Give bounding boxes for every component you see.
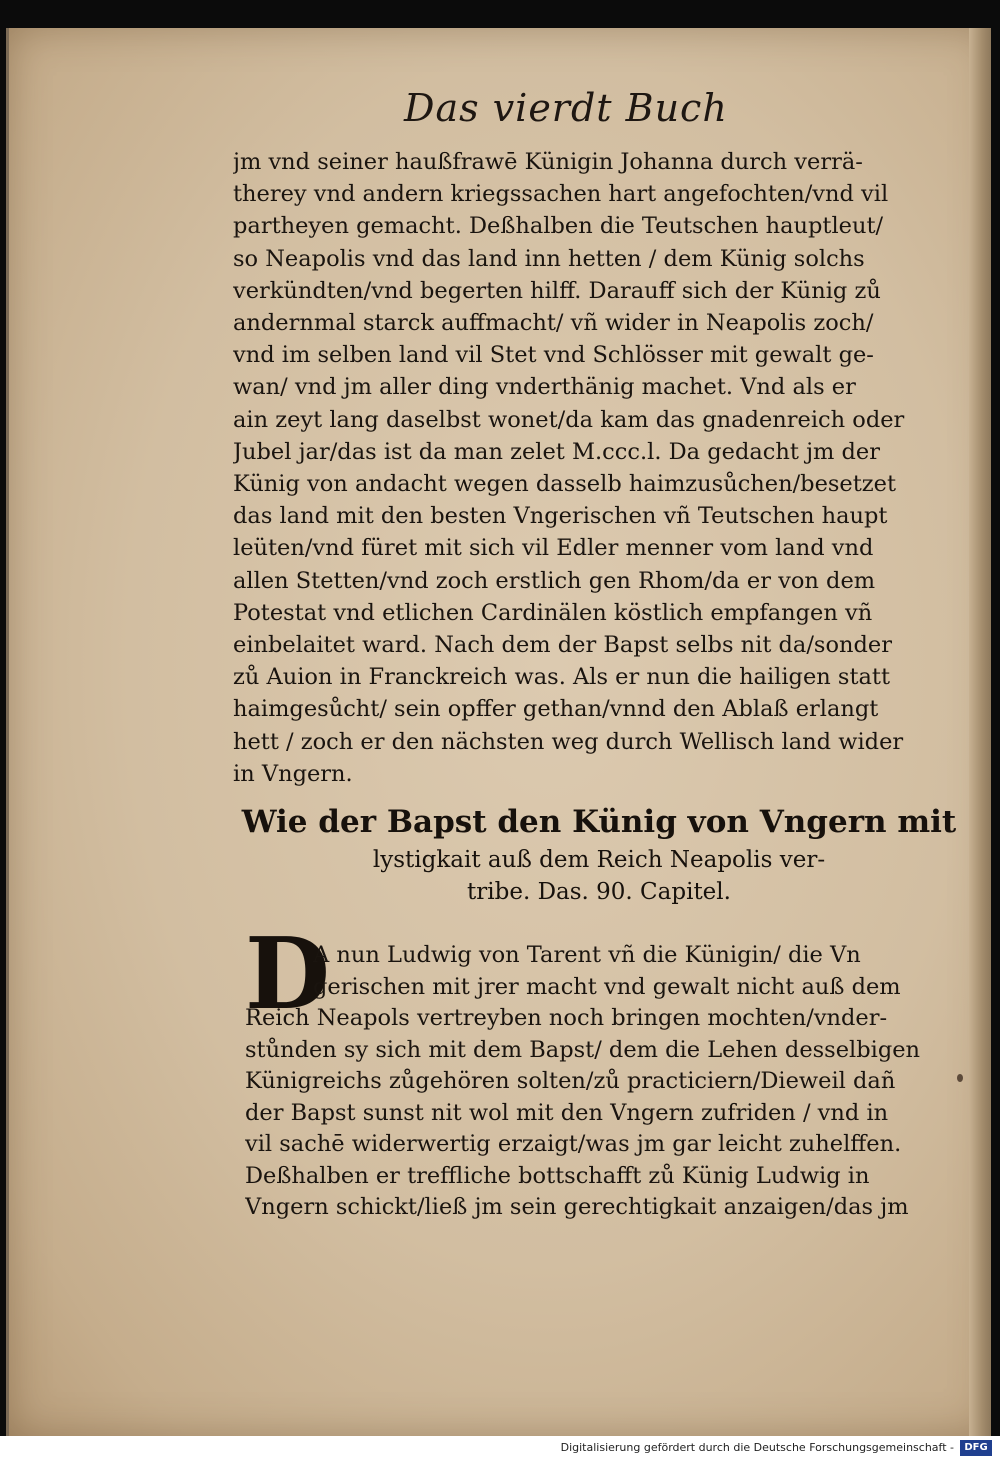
heading-line: lystigkait auß dem Reich Neapolis ver-: [372, 847, 826, 873]
text-line: verkündten/vnd begerten hilff. Darauff sich der Künig zů: [233, 277, 881, 304]
paragraph-2: [245, 940, 957, 1224]
text-line: Künigreichs zůgehören solten/zů practiciern/Dieweil dañ: [245, 1068, 896, 1094]
text-line: andernmal starck auffmacht/ vñ wider in Neapolis zoch/: [233, 310, 874, 337]
heading-line: tribe. Das. 90. Capitel.: [467, 879, 731, 905]
text-line: hett / zoch er den nächsten weg durch Wellisch land wider: [233, 728, 904, 755]
text-line: gerischen mit jrer macht vnd gewalt nicht auß dem: [313, 973, 901, 1000]
text-line: Vngern schickt/ließ jm sein gerechtigkait anzaigen/das jm: [245, 1194, 909, 1220]
text-line: leüten/vnd füret mit sich vil Edler menner vom land vnd: [233, 535, 874, 562]
footer-bar: [0, 1436, 1000, 1462]
text-line: A nun Ludwig von Tarent vñ die Künigin/ die Vn: [313, 942, 861, 968]
drop-cap: D: [245, 917, 330, 1032]
text-line: allen Stetten/vnd zoch erstlich gen Rhom/da er von dem: [233, 567, 876, 594]
text-line: vil sachē widerwertig erzaigt/was jm gar leicht zuhelffen.: [245, 1131, 902, 1157]
text-line: das land mit den besten Vngerischen vñ Teutschen haupt: [233, 503, 888, 530]
text-line: partheyen gemacht. Deßhalben die Teutschen hauptleut/: [233, 213, 884, 240]
chapter-heading: [239, 800, 959, 908]
text-line: Deßhalben er treffliche bottschafft zů Künig Ludwig in: [245, 1162, 870, 1189]
paragraph-1: [233, 146, 953, 790]
page-edge: [969, 28, 991, 1436]
text-line: Potestat vnd etlichen Cardinälen köstlich empfangen vñ: [233, 599, 873, 626]
text-line: zů Auion in Franckreich was. Als er nun die hailigen statt: [233, 664, 891, 691]
text-line: einbelaitet ward. Nach dem der Bapst selbs nit da/sonder: [233, 632, 892, 659]
text-line: Reich Neapols vertreyben noch bringen mochten/vnder-: [245, 1005, 888, 1031]
heading-line: Wie der Bapst den Künig von Vngern mit: [241, 804, 957, 840]
text-line: stůnden sy sich mit dem Bapst/ dem die Lehen desselbigen: [245, 1036, 921, 1063]
text-line: in Vngern.: [233, 760, 353, 787]
text-line: vnd im selben land vil Stet vnd Schlösser mit gewalt ge-: [233, 342, 874, 369]
running-head: Das vierdt Buch: [404, 86, 728, 130]
dfg-logo-icon: DFG: [960, 1440, 992, 1456]
text-line: jm vnd seiner haußfrawē Künigin Johanna durch verrä-: [233, 149, 863, 175]
text-line: haimgesůcht/ sein opffer gethan/vnnd den Ablaß erlangt: [233, 696, 879, 723]
book-page: [6, 28, 991, 1436]
text-line: so Neapolis vnd das land inn hetten / dem Künig solchs: [233, 245, 865, 272]
text-line: wan/ vnd jm aller ding vnderthänig machet. Vnd als er: [233, 374, 856, 401]
text-line: der Bapst sunst nit wol mit den Vngern zufriden / vnd in: [245, 1099, 889, 1126]
text-line: Jubel jar/das ist da man zelet M.ccc.l. Da gedacht jm der: [233, 438, 881, 465]
text-line: Künig von andacht wegen dasselb haimzusůchen/besetzet: [233, 471, 897, 498]
text-line: ain zeyt lang daselbst wonet/da kam das gnadenreich oder: [233, 406, 905, 433]
text-line: therey vnd andern kriegssachen hart angefochten/vnd vil: [233, 181, 889, 208]
ink-blot: [957, 1074, 963, 1082]
funding-credit: Digitalisierung gefördert durch die Deutsche Forschungsgemeinschaft -: [560, 1441, 954, 1454]
